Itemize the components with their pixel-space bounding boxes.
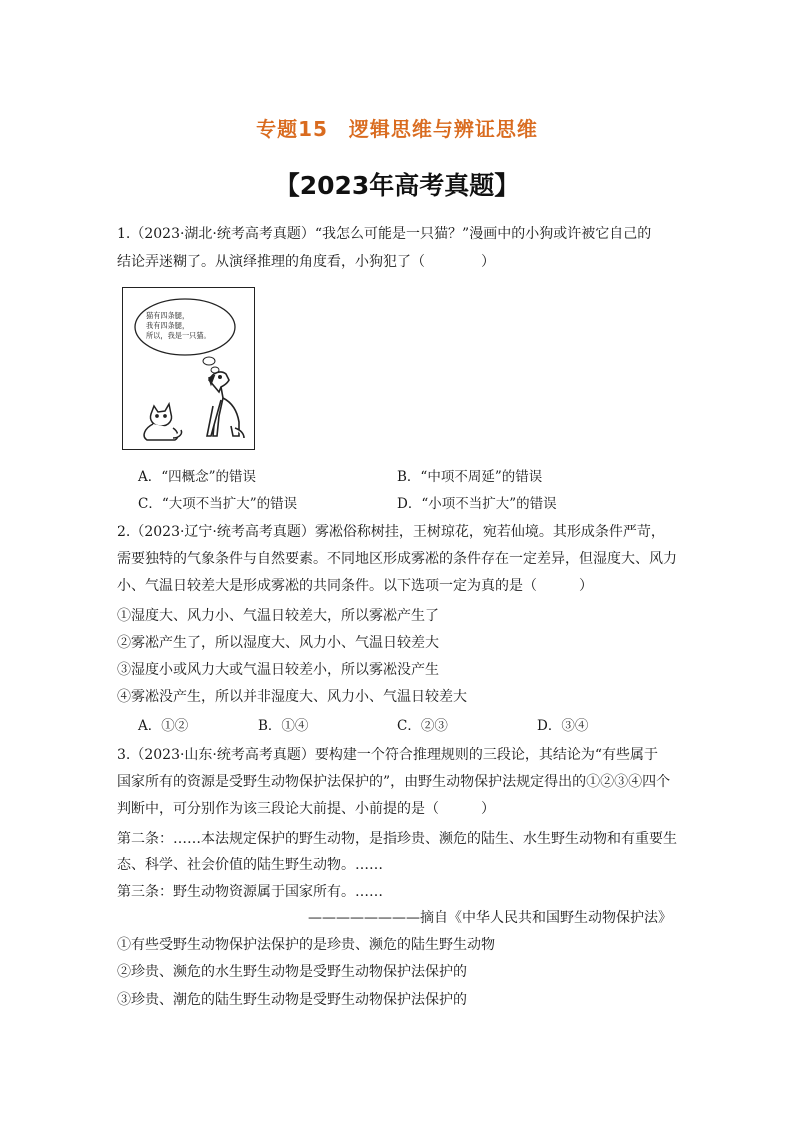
q2-stem-line-3: 小、气温日较差大是形成雾凇的共同条件。以下选项一定为真的是（ ） (117, 578, 593, 594)
q1-option-b[interactable]: B．“中项不周延”的错误 (397, 469, 543, 485)
q1-option-a[interactable]: A．“四概念”的错误 (138, 469, 257, 485)
q1-stem-line-2: 结论弄迷糊了。从演绎推理的角度看，小狗犯了（ ） (117, 254, 495, 270)
bubble-line: 所以，我是一只猫。 (146, 331, 211, 340)
q2-option-b[interactable]: B．①④ (258, 718, 309, 734)
q3-stem-line-1: 3.（2023·山东·统考高考真题）要构建一个符合推理规则的三段论，其结论为“有些属于 (117, 747, 659, 763)
thought-dot (203, 357, 215, 365)
q3-stem-line-2: 国家所有的资源是受野生动物保护法保护的”，由野生动物保护法规定得出的①②③④四个 (117, 774, 671, 790)
q2-option-c[interactable]: C．②③ (397, 718, 448, 734)
q3-item-1: ①有些受野生动物保护法保护的是珍贵、濒危的陆生野生动物 (117, 937, 495, 953)
q2-option-a[interactable]: A．①② (138, 718, 189, 734)
q2-stem-line-1: 2.（2023·辽宁·统考高考真题）雾凇俗称树挂，王树琼花，宛若仙境。其形成条件严苛， (117, 524, 665, 540)
dog-icon (207, 372, 244, 438)
q2-item-2: ②雾凇产生了，所以湿度大、风力小、气温日较差大 (117, 635, 439, 651)
bubble-text (146, 311, 224, 341)
q3-law-line-1: 第二条：……本法规定保护的野生动物，是指珍贵、濒危的陆生、水生野生动物和有重要生 (117, 831, 677, 847)
q3-item-3: ③珍贵、潮危的陆生野生动物是受野生动物保护法保护的 (117, 992, 467, 1008)
q2-item-4: ④雾凇没产生，所以并非湿度大、风力小、气温日较差大 (117, 689, 467, 705)
q2-item-1: ①湿度大、风力小、气温日较差大，所以雾凇产生了 (117, 608, 439, 624)
q3-stem-line-3: 判断中，可分别作为该三段论大前提、小前提的是（ ） (117, 801, 495, 817)
q2-stem-line-2: 需要独特的气象条件与自然要素。不同地区形成雾凇的条件存在一定差异，但湿度大、风力 (117, 551, 677, 567)
q3-item-2: ②珍贵、濒危的水生野生动物是受野生动物保护法保护的 (117, 964, 467, 980)
q3-source: ————————摘自《中华人民共和国野生动物保护法》 (308, 910, 672, 926)
q2-item-3: ③湿度小或风力大或气温日较差小，所以雾凇没产生 (117, 662, 439, 678)
cat-icon (144, 404, 181, 440)
topic-title: 专题15 逻辑思维与辨证思维 (256, 117, 538, 141)
section-title: 【2023年高考真题】 (274, 171, 520, 200)
q1-stem-line-1: 1.（2023·湖北·统考高考真题）“我怎么可能是一只猫？”漫画中的小狗或许被它自己的 (117, 226, 652, 242)
q1-option-c[interactable]: C．“大项不当扩大”的错误 (138, 496, 298, 512)
q3-law-line-3: 第三条：野生动物资源属于国家所有。…… (117, 884, 383, 900)
q2-option-d[interactable]: D．③④ (537, 718, 589, 734)
q1-option-d[interactable]: D．“小项不当扩大”的错误 (397, 496, 557, 512)
bubble-line: 猫有四条腿， (146, 311, 190, 320)
q3-law-line-2: 态、科学、社会价值的陆生野生动物。…… (117, 857, 383, 873)
q1-cartoon (122, 287, 255, 450)
bubble-line: 我有四条腿， (146, 321, 190, 330)
